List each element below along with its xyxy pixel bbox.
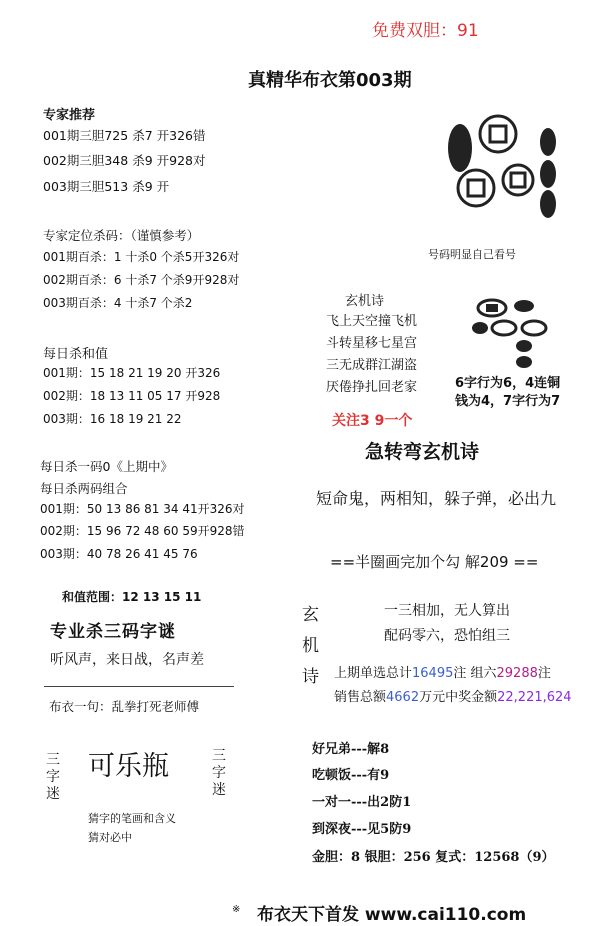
sales-line-2 bbox=[334, 686, 572, 705]
riddle-title: 专业杀三码字谜 bbox=[50, 622, 176, 642]
buyi-line: 布衣一句：乱拳打死老师傅 bbox=[49, 699, 200, 714]
position-kill-title: 专家定位杀码：（谨慎参考） bbox=[43, 228, 200, 243]
xuanji-vertical-char: 机 bbox=[302, 636, 319, 656]
riddle-text: 听风声，来日战，名声差 bbox=[50, 652, 204, 668]
prize-amount: 22,221,624 bbox=[497, 690, 572, 705]
image-caption: 号码明显自己看号 bbox=[428, 248, 516, 261]
sales-label: 上期单选总计 bbox=[334, 666, 413, 681]
sales-line-1 bbox=[334, 662, 551, 681]
daily-sum-line: 002期：18 13 11 05 17 开928 bbox=[43, 389, 221, 403]
daily-kill-line: 003期：40 78 26 41 45 76 bbox=[40, 547, 198, 561]
mystic-poem-title: 玄机诗 bbox=[345, 294, 385, 309]
cola-word: 可乐瓶 bbox=[88, 751, 169, 782]
group-six-total: 29288 bbox=[496, 666, 538, 681]
sum-range: 和值范围：12 13 15 11 bbox=[62, 590, 202, 604]
daily-sum-line: 001期：15 18 21 19 20 开326 bbox=[43, 366, 221, 380]
daily-kill-line: 001期：50 13 86 81 34 41开326对 bbox=[40, 502, 245, 516]
divider bbox=[44, 686, 234, 687]
page-title: 真精华布衣第003期 bbox=[248, 70, 412, 91]
solution-line: 好兄弟---解8 bbox=[312, 742, 390, 757]
sales-total: 4662 bbox=[386, 690, 420, 705]
cola-hint: 猜字的笔画和含义 bbox=[88, 812, 176, 825]
position-kill-line: 001期百杀：1 十杀0 个杀5开326对 bbox=[43, 250, 240, 264]
image-caption: 钱为4，7字行为7 bbox=[455, 394, 561, 409]
daily-kill-line: 002期：15 96 72 48 60 59开928错 bbox=[40, 524, 245, 538]
mystic-poem-line: 厌倦挣扎回老家 bbox=[326, 380, 418, 395]
sharp-turn-text: 短命鬼，两相知，躲子弹，必出九 bbox=[316, 489, 557, 508]
sales-label: 注 组六 bbox=[453, 666, 497, 681]
expert-title: 专家推荐 bbox=[43, 108, 96, 123]
daily-sum-title: 每日杀和值 bbox=[43, 347, 109, 362]
expert-line: 003期三胆513 杀9 开 bbox=[43, 179, 170, 194]
sales-label: 注 bbox=[537, 666, 551, 681]
image-caption: 6字行为6，4连铜 bbox=[455, 376, 561, 391]
position-kill-line: 003期百杀：4 十杀7 个杀2 bbox=[43, 296, 193, 310]
daily-kill-subtitle: 每日杀两码组合 bbox=[40, 481, 128, 496]
coin-figure-image bbox=[420, 100, 570, 240]
solution-line: 吃顿饭---有9 bbox=[312, 768, 390, 783]
cola-hint: 猜对必中 bbox=[88, 831, 132, 844]
riddle-vertical-right: 三字迷 bbox=[212, 748, 226, 798]
sharp-turn-title: 急转弯玄机诗 bbox=[365, 441, 480, 463]
mystic-poem-line: 飞上天空撞飞机 bbox=[326, 314, 418, 329]
expert-line: 001期三胆725 杀7 开326错 bbox=[43, 128, 206, 143]
coin-chain-image bbox=[460, 290, 570, 370]
daily-sum-line: 003期：16 18 19 21 22 bbox=[43, 412, 182, 426]
gold-line: 金胆：8 银胆：256 复式：12568（9） bbox=[312, 850, 555, 865]
mystic-poem-line: 三无成群江湖盗 bbox=[326, 358, 418, 373]
xuanji-vertical-char: 诗 bbox=[302, 667, 319, 687]
solution-line: 到深夜---见5防9 bbox=[312, 822, 412, 837]
footer-mark: ※ bbox=[232, 904, 241, 915]
sales-label: 销售总额 bbox=[334, 690, 387, 705]
half-circle-riddle: ==半圈画完加个勾 解209 == bbox=[330, 553, 539, 571]
xuanji-vertical-char: 玄 bbox=[302, 605, 319, 625]
position-kill-line: 002期百杀：6 十杀7 个杀9开928对 bbox=[43, 273, 240, 287]
riddle-vertical-left: 三字迷 bbox=[46, 752, 60, 802]
daily-kill-title: 每日杀一码0《上期中》 bbox=[40, 459, 173, 474]
xuanji-line: 一三相加，无人算出 bbox=[384, 603, 510, 619]
single-total: 16495 bbox=[412, 666, 454, 681]
expert-line: 002期三胆348 杀9 开928对 bbox=[43, 153, 206, 168]
free-double-banner: 免费双胆：91 bbox=[372, 21, 479, 41]
footer-site: 布衣天下首发 www.cai110.com bbox=[257, 905, 527, 925]
xuanji-line: 配码零六，恐怕组三 bbox=[384, 628, 510, 644]
solution-line: 一对一---出2防1 bbox=[312, 795, 412, 810]
sales-label: 万元中奖金额 bbox=[419, 690, 498, 705]
focus-note: 关注3 9一个 bbox=[332, 413, 413, 429]
mystic-poem-line: 斗转星移七星宫 bbox=[326, 336, 418, 351]
